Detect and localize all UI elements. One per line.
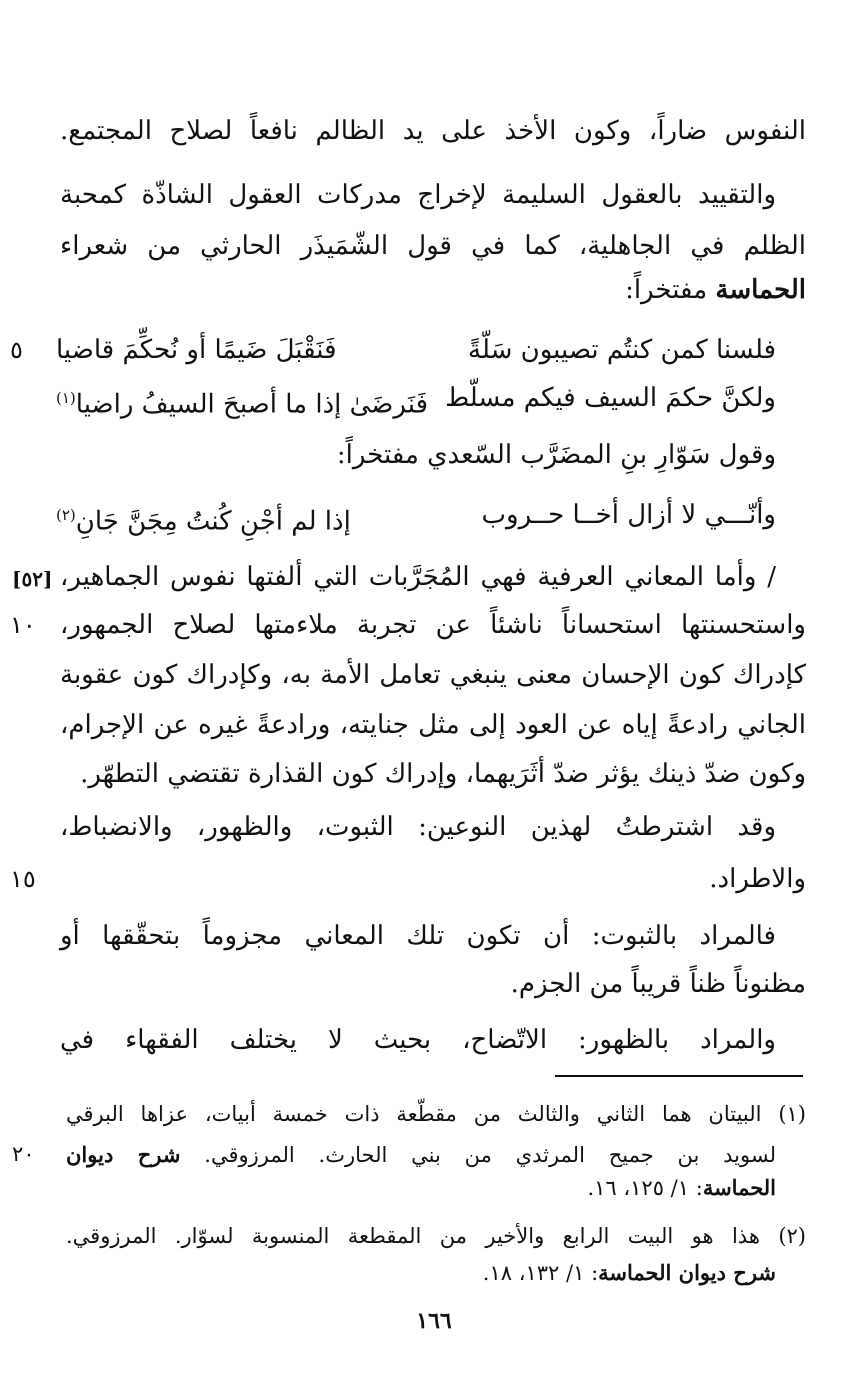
footnote-ref: (٢) <box>56 506 76 524</box>
footnote-text: : ١/ ١٢٥، ١٦. <box>587 1176 703 1200</box>
footnote-line <box>66 1138 776 1172</box>
verse-hemistich-second: فَنَقْبَلَ ضَيمًا أو نُحكِّمَ قاضيا <box>56 335 337 365</box>
body-line: كإدراك كون الإحسان معنى ينبغي تعامل الأمة به، وكإدراك كون عقوبة <box>60 660 806 690</box>
body-text: مفتخراً: <box>625 275 716 305</box>
body-line: فالمراد بالثبوت: أن تكون تلك المعاني مجزوماً بتحقّقها أو <box>60 921 776 951</box>
body-line <box>60 268 806 312</box>
verse-hemistich-second <box>56 493 438 544</box>
body-line: / وأما المعاني العرفية فهي المُجَرَّبات التي ألفتها نفوس الجماهير، <box>60 562 776 592</box>
body-line: الجاني رادعةً إياه عن العود إلى مثل جنايته، ورادعةً غيره عن الإجرام، <box>60 710 806 740</box>
body-line: والاطراد. <box>709 864 806 894</box>
body-line: وقول سَوّارِ بنِ المضَرَّب السّعدي مفتخراً: <box>336 440 776 470</box>
body-line: وقد اشترطتُ لهذين النوعين: الثبوت، والظهور، والانضباط، <box>60 812 776 842</box>
line-number: ١٥ <box>10 865 36 893</box>
verse-text: إذا لم أجْنِ كُنتُ مِجَنَّ جَانِ <box>75 506 351 537</box>
body-line: النفوس ضاراً، وكون الأخذ على يد الظالم نافعاً لصلاح المجتمع. <box>60 116 806 146</box>
original-page-marker: [٥٢] <box>12 567 53 591</box>
line-number: ٢٠ <box>12 1142 35 1166</box>
footnote-ref: (١) <box>56 389 76 407</box>
source-title: شرح ديوان الحماسة <box>598 1260 776 1285</box>
line-number: ٥ <box>10 336 23 364</box>
footnote-line: (١) البيتان هما الثاني والثالث من مقطّعة ذات خمسة أبيات، عزاها البرقي <box>66 1102 806 1126</box>
verse-hemistich-second <box>56 376 438 427</box>
body-line: مظنوناً ظناً قريباً من الجزم. <box>510 969 806 999</box>
footnote-line <box>66 1171 776 1205</box>
verse-hemistich-first: فلسنا كمن كنتُم تصيبون سَلّةً <box>468 335 776 365</box>
body-line: والمراد بالظهور: الاتّضاح، بحيث لا يختلف الفقهاء في <box>60 1025 776 1055</box>
footnote-line: (٢) هذا هو البيت الرابع والأخير من المقطعة المنسوبة لسوّار. المرزوقي. <box>66 1224 806 1248</box>
source-title: الحماسة <box>702 1175 776 1200</box>
body-line: واستحسنتها استحساناً ناشئاً عن تجربة ملاءمتها لصلاح الجمهور، <box>60 610 806 640</box>
footnote-divider <box>555 1075 803 1077</box>
body-line: الظلم في الجاهلية، كما في قول الشّمَيذَر الحارثي من شعراء <box>60 231 806 261</box>
body-line: وكون ضدّ ذينك يؤثر ضدّ أثَرَيهما، وإدراك كون القذارة تقتضي التطهّر. <box>80 759 806 789</box>
verse-hemistich-first: وأنّـــي لا أزال أخــا حــروب <box>481 500 776 530</box>
footnote-line <box>66 1256 776 1290</box>
verse-text: فَنَرضَىٰ إذا ما أصبحَ السيفُ راضيا <box>75 389 428 420</box>
page-number: ١٦٦ <box>416 1308 452 1334</box>
footnote-text: : ١/ ١٣٢، ١٨. <box>482 1261 599 1285</box>
source-title: الحماسة <box>715 275 806 305</box>
body-line: والتقييد بالعقول السليمة لإخراج مدركات العقول الشاذّة كمحبة <box>60 180 776 210</box>
footnote-text: لسويد بن جميح المرثدي من بني الحارث. المرزوقي. <box>180 1143 776 1167</box>
verse-hemistich-first: ولكنَّ حكمَ السيف فيكم مسلّط <box>445 383 776 413</box>
line-number: ١٠ <box>10 611 36 639</box>
source-title: شرح ديوان <box>66 1142 181 1167</box>
